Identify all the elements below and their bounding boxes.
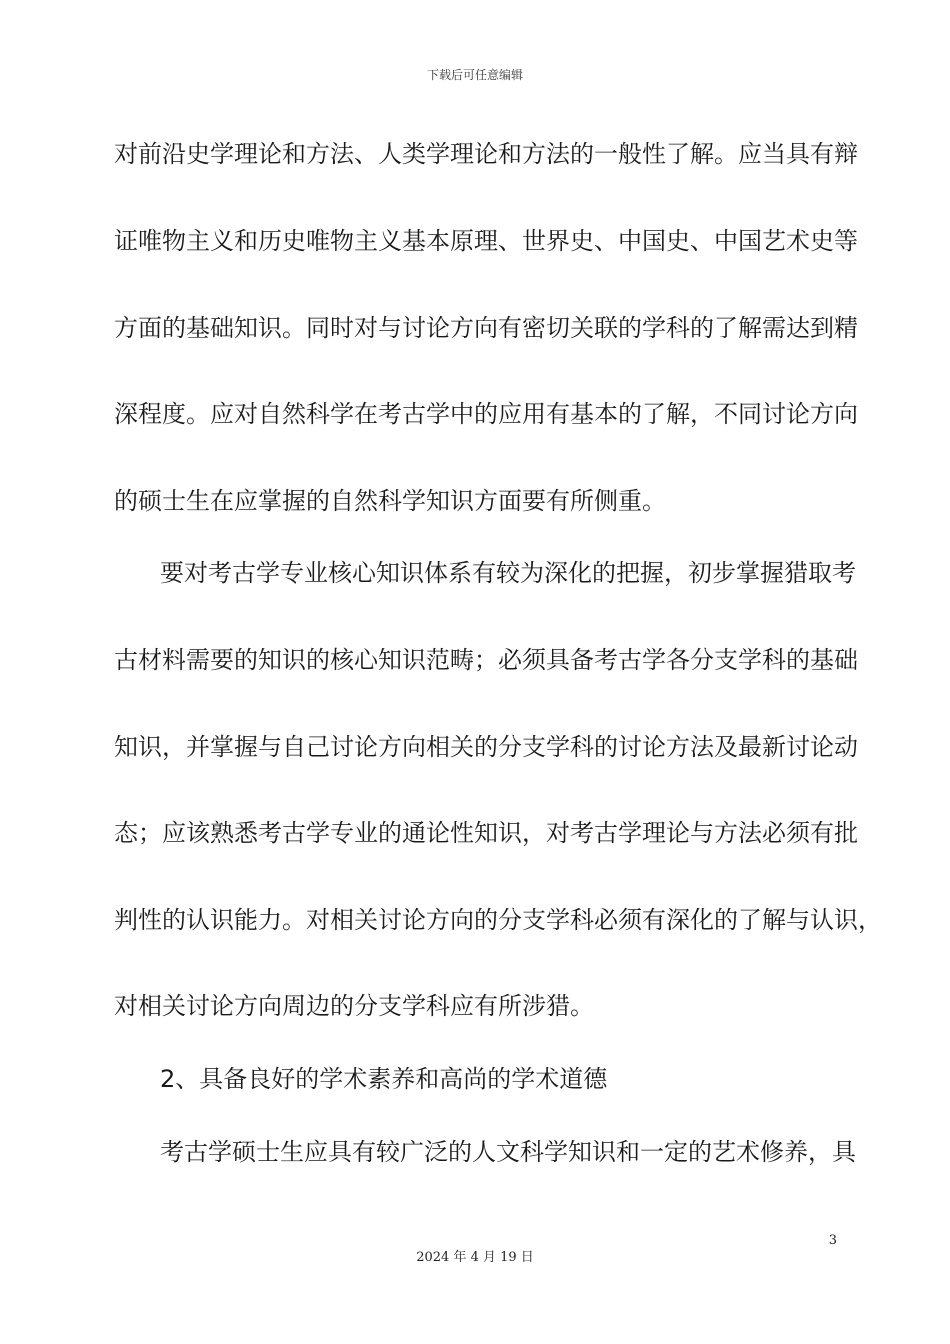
text-line: 方面的基础知识。同时对与讨论方向有密切关联的学科的了解需达到精	[114, 314, 858, 342]
section-heading: 2、具备良好的学术素养和高尚的学术道德	[160, 1065, 608, 1093]
text-line: 知识，并掌握与自己讨论方向相关的分支学科的讨论方法及最新讨论动	[114, 733, 858, 761]
page-number: 3	[828, 1233, 837, 1248]
text-line: 态；应该熟悉考古学专业的通论性知识，对考古学理论与方法必须有批	[114, 819, 858, 847]
footer-date: 2024 年 4 月 19 日	[416, 1250, 534, 1265]
text-line: 深程度。应对自然科学在考古学中的应用有基本的了解，不同讨论方向	[114, 400, 858, 428]
text-line: 判性的认识能力。对相关讨论方向的分支学科必须有深化的了解与认识，	[114, 906, 882, 934]
text-line: 古材料需要的知识的核心知识范畴；必须具备考古学各分支学科的基础	[114, 646, 858, 674]
text-line: 证唯物主义和历史唯物主义基本原理、世界史、中国史、中国艺术史等	[114, 227, 858, 255]
text-line: 对相关讨论方向周边的分支学科应有所涉猎。	[114, 992, 594, 1020]
page-header: 下载后可任意编辑	[426, 68, 523, 82]
text-line: 对前沿史学理论和方法、人类学理论和方法的一般性了解。应当具有辩	[114, 140, 858, 168]
text-line: 的硕士生在应掌握的自然科学知识方面要有所侧重。	[114, 487, 666, 515]
text-line: 考古学硕士生应具有较广泛的人文科学知识和一定的艺术修养，具	[160, 1138, 856, 1166]
text-line: 要对考古学专业核心知识体系有较为深化的把握，初步掌握猎取考	[160, 559, 856, 587]
